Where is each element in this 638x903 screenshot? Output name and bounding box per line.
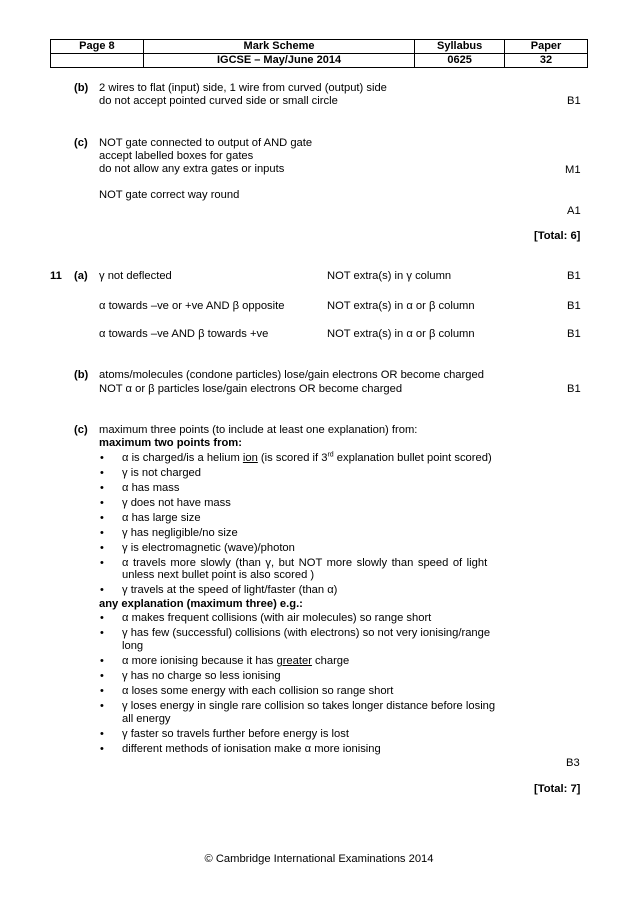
q11-c-expl: α makes frequent collisions (with air molecules) so range short (122, 612, 432, 624)
bullet-icon: • (100, 527, 104, 539)
q11-c-heading1: maximum two points from: (99, 437, 242, 449)
bullet-icon: • (100, 584, 104, 596)
bullet-icon: • (100, 728, 104, 740)
q11-c-point: α has mass (122, 482, 180, 494)
bullet-icon: • (100, 467, 104, 479)
q11-c-intro: maximum three points (to include at least one explanation) from: (99, 424, 418, 436)
bullet-icon: • (100, 612, 104, 624)
q11-c-expl: γ faster so travels further before energy is lost (122, 728, 349, 740)
q11-a-row1-left: γ not deflected (99, 270, 172, 282)
bullet-icon: • (100, 700, 104, 712)
q10-c-mark2: A1 (567, 205, 581, 217)
q11-a-row2-right: NOT extra(s) in α or β column (327, 300, 475, 312)
q10-b-mark: B1 (567, 95, 581, 107)
q11-number: 11 (50, 270, 62, 282)
q11-c-point: γ is not charged (122, 467, 201, 479)
q11-c-expl: γ has few (successful) collisions (with electrons) so not very ionising/range (122, 627, 491, 639)
q10-b-line1: 2 wires to flat (input) side, 1 wire from curved (output) side (99, 82, 387, 94)
q10-c-line3: do not allow any extra gates or inputs (99, 163, 285, 175)
q10-c-line1: NOT gate connected to output of AND gate (99, 137, 313, 149)
header-mark-scheme: Mark Scheme (143, 40, 414, 54)
bullet-icon: • (100, 482, 104, 494)
bullet-icon: • (100, 512, 104, 524)
q11-c-point: γ travels at the speed of light/faster (than α) (122, 584, 338, 596)
q11-c-mark: B3 (566, 757, 580, 769)
q11-a-row1-mark: B1 (567, 270, 581, 282)
bullet-icon: • (100, 655, 104, 667)
q10-total: [Total: 6] (534, 230, 581, 242)
q11-b-mark: B1 (567, 383, 581, 395)
q11-total: [Total: 7] (534, 783, 581, 795)
bullet-icon: • (100, 452, 104, 464)
bullet-icon: • (100, 685, 104, 697)
q11-c-point: γ does not have mass (122, 497, 231, 509)
header-empty (51, 54, 144, 68)
header-syllabus: Syllabus (415, 40, 505, 54)
header-paper-no: 32 (505, 54, 588, 68)
q10-c-line2: accept labelled boxes for gates (99, 150, 254, 162)
bullet-icon: • (100, 542, 104, 554)
q11-c-expl: α loses some energy with each collision so range short (122, 685, 394, 697)
header-exam: IGCSE – May/June 2014 (143, 54, 414, 68)
q11-c-point: γ is electromagnetic (wave)/photon (122, 542, 295, 554)
q11-c-point: α has large size (122, 512, 201, 524)
bullet-icon: • (100, 627, 104, 639)
header-paper: Paper (505, 40, 588, 54)
header-code: 0625 (415, 54, 505, 68)
bullet-icon: • (100, 670, 104, 682)
q11-c-expl: γ loses energy in single rare collision so takes longer distance before losing (122, 700, 496, 712)
q10-c-mark1: M1 (565, 164, 581, 176)
q11-c-point: γ has negligible/no size (122, 527, 238, 539)
q10-c-line4: NOT gate correct way round (99, 189, 240, 201)
q11-c-point1: α is charged/is a helium ion (is scored if 3rd explanation bullet point scored) (122, 451, 492, 464)
q11-c-point-cont: unless next bullet point is also scored ) (122, 569, 315, 581)
q11-b-label: (b) (74, 369, 89, 381)
q10-b-line2: do not accept pointed curved side or small circle (99, 95, 338, 107)
q11-c-expl-cont: all energy (122, 713, 171, 725)
q11-a-row3-left: α towards –ve AND β towards +ve (99, 328, 269, 340)
q11-c-expl: different methods of ionisation make α more ionising (122, 743, 381, 755)
bullet-icon: • (100, 557, 104, 569)
q11-b-line2: NOT α or β particles lose/gain electrons OR become charged (99, 383, 403, 395)
footer-copyright: © Cambridge International Examinations 2014 (204, 853, 434, 865)
bullet-icon: • (100, 743, 104, 755)
q11-a-row3-right: NOT extra(s) in α or β column (327, 328, 475, 340)
header-page: Page 8 (51, 40, 144, 54)
header-table (50, 39, 588, 68)
q10-c-label: (c) (74, 137, 88, 149)
q11-b-line1: atoms/molecules (condone particles) lose/gain electrons OR become charged (99, 369, 484, 381)
q11-c-point: α travels more slowly (than γ, but NOT more slowly than speed of light (122, 557, 488, 569)
q10-b-label: (b) (74, 82, 89, 94)
q11-a-row2-left: α towards –ve or +ve AND β opposite (99, 300, 285, 312)
bullet-icon: • (100, 497, 104, 509)
q11-a-label: (a) (74, 270, 88, 282)
q11-a-row2-mark: B1 (567, 300, 581, 312)
q11-c-heading2: any explanation (maximum three) e.g.: (99, 598, 303, 610)
q11-c-expl: α more ionising because it has greater charge (122, 655, 350, 667)
q11-a-row3-mark: B1 (567, 328, 581, 340)
q11-c-label: (c) (74, 424, 88, 436)
q11-c-expl-cont: long (122, 640, 144, 652)
q11-c-expl: γ has no charge so less ionising (122, 670, 281, 682)
q11-a-row1-right: NOT extra(s) in γ column (327, 270, 452, 282)
